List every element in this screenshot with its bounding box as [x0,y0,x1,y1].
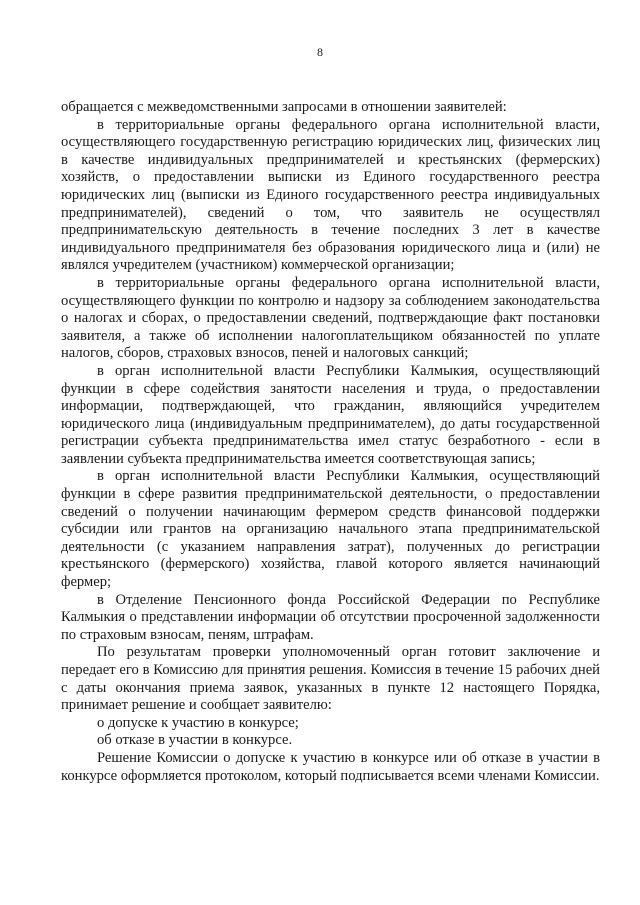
paragraph: Решение Комиссии о допуске к участию в конкурсе или об отказе в участии в конкурсе оформляется протоколом, который подписывается всеми членами Комиссии. [61,749,600,784]
paragraph: об отказе в участии в конкурсе. [97,732,293,749]
paragraph: о допуске к участию в конкурсе; [97,714,299,731]
paragraph: По результатам проверки уполномоченный орган готовит заключение и передает его в Комиссию для принятия решения. Комиссия в течение 15 рабочих дней с даты окончания приема заявок, указанных в пункте 12 настоящего Порядка, принимает решение и сообщает заявителю: [61,644,600,714]
paragraph: в территориальные органы федерального органа исполнительной власти, осуществляющего функции по контролю и надзору за соблюдением законодательства о налогах и сборах, о предоставлении сведений, подтверждающие факт постановки заявителя, а также об исполнении налогоплательщиком обязанностей по уплате налогов, сборов, страховых взносов, пеней и налоговых санкций; [61,274,600,362]
paragraph: в орган исполнительной власти Республики Калмыкия, осуществляющий функции в сфере содействия занятости населения и труда, о предоставлении информации, подтверждающей, что гражданин, являющийся учредителем юридического лица (индивидуальным предпринимателем), до даты государственной регистрации субъекта предпринимательства имел статус безработного - если в заявлении субъекта предпринимательства имеется соответствующая запись; [61,362,600,467]
paragraph: в Отделение Пенсионного фонда Российской Федерации по Республике Калмыкия о представлении информации об отсутствии просроченной задолженности по страховым взносам, пеням, штрафам. [61,591,600,643]
paragraph: в территориальные органы федерального органа исполнительной власти, осуществляющего государственную регистрацию юридических лиц, физических лиц в качестве индивидуальных предпринимателей и крестьянских (фермерских) хозяйств, о предоставлении выписки из Единого государственного реестра юридических лиц (выписки из Единого государственного реестра индивидуальных предпринимателей), сведений о том, что заявитель не осуществлял предпринимательскую деятельность в течение последних 3 лет в качестве индивидуального предпринимателя без образования юридического лица и (или) не являлся учредителем (участником) коммерческой организации; [61,116,600,274]
document-body [61,99,600,785]
page-number: 8 [317,45,323,59]
paragraph: в орган исполнительной власти Республики Калмыкия, осуществляющий функции в сфере развития предпринимательской деятельности, о предоставлении сведений о получении начинающим фермером средств финансовой поддержки субсидии или грантов на организацию начального этапа предпринимательской деятельности (с указанием направления затрат), полученных до регистрации крестьянского (фермерского) хозяйства, главой которого является начинающий фермер; [61,468,600,591]
paragraph: обращается с межведомственными запросами в отношении заявителей: [61,99,507,115]
